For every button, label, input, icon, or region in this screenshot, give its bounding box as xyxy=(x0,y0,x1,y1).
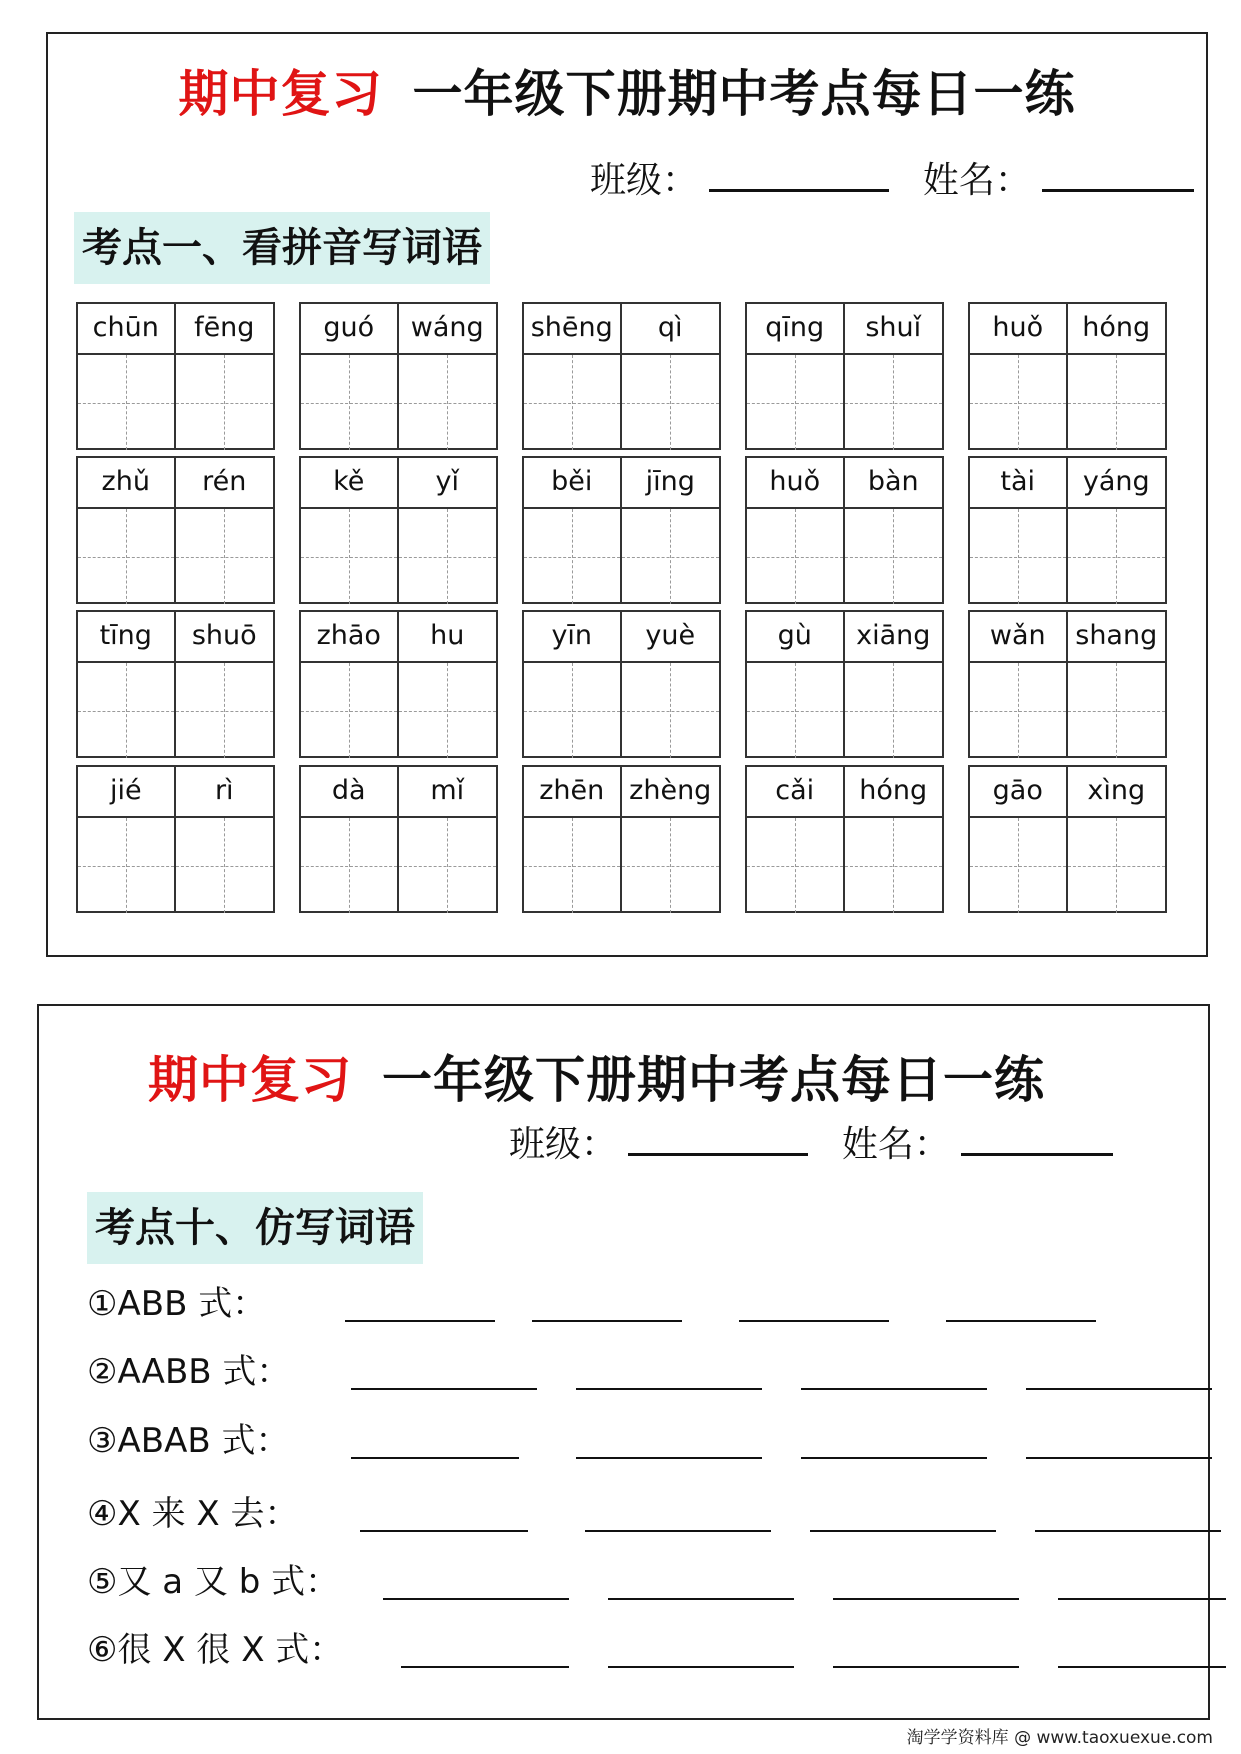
pinyin-label: shēng xyxy=(524,304,622,355)
word-cell xyxy=(76,302,275,450)
answer-blank[interactable] xyxy=(351,1388,537,1390)
character-writing-box[interactable] xyxy=(524,509,622,604)
answer-blank[interactable] xyxy=(1035,1530,1221,1532)
pinyin-label: hu xyxy=(399,612,497,663)
exercise-label: ⑤又 a 又 b 式： xyxy=(87,1562,340,1602)
exercise-label: ⑥很 X 很 X 式： xyxy=(87,1630,344,1670)
pinyin-label: zhēn xyxy=(524,767,622,818)
answer-blank[interactable] xyxy=(810,1530,996,1532)
name-label: 姓名： xyxy=(922,160,1031,201)
exercise-row xyxy=(87,1620,1197,1680)
character-writing-box[interactable] xyxy=(78,355,176,450)
name-field[interactable] xyxy=(961,1123,1113,1156)
character-writing-box[interactable] xyxy=(399,818,497,913)
answer-blank[interactable] xyxy=(608,1666,794,1668)
character-writing-box[interactable] xyxy=(622,509,720,604)
worksheet-imitation xyxy=(37,1004,1210,1720)
character-writing-box[interactable] xyxy=(301,509,399,604)
class-field[interactable] xyxy=(709,159,889,192)
answer-blank[interactable] xyxy=(576,1388,762,1390)
pinyin-label: rì xyxy=(176,767,274,818)
character-writing-box[interactable] xyxy=(1068,818,1166,913)
word-cell xyxy=(299,456,498,604)
class-label: 班级： xyxy=(590,160,699,201)
answer-blank[interactable] xyxy=(1026,1457,1212,1459)
answer-blank[interactable] xyxy=(576,1457,762,1459)
word-cell xyxy=(745,302,944,450)
character-writing-box[interactable] xyxy=(301,663,399,758)
name-label: 姓名： xyxy=(841,1124,950,1165)
class-label: 班级： xyxy=(509,1124,618,1165)
pinyin-label: yáng xyxy=(1068,458,1166,509)
name-field[interactable] xyxy=(1042,159,1194,192)
pinyin-label: chūn xyxy=(78,304,176,355)
word-cell xyxy=(968,456,1167,604)
character-writing-box[interactable] xyxy=(176,663,274,758)
character-writing-box[interactable] xyxy=(524,663,622,758)
word-cell xyxy=(968,302,1167,450)
character-writing-box[interactable] xyxy=(845,509,943,604)
character-writing-box[interactable] xyxy=(970,355,1068,450)
pinyin-label: shuō xyxy=(176,612,274,663)
pinyin-label: xìng xyxy=(1068,767,1166,818)
pinyin-label: dà xyxy=(301,767,399,818)
character-writing-box[interactable] xyxy=(622,355,720,450)
exercise-label: ②AABB 式： xyxy=(87,1352,291,1392)
student-info xyxy=(509,1116,1113,1167)
pinyin-label: gāo xyxy=(970,767,1068,818)
pinyin-label: huǒ xyxy=(747,458,845,509)
pinyin-label: tīng xyxy=(78,612,176,663)
pinyin-label: guó xyxy=(301,304,399,355)
character-writing-box[interactable] xyxy=(970,818,1068,913)
word-cell xyxy=(76,610,275,758)
answer-blank[interactable] xyxy=(946,1320,1096,1322)
worksheet-title xyxy=(48,54,1206,126)
title-red-part: 期中复习 xyxy=(178,65,383,123)
word-cell xyxy=(522,765,721,913)
character-writing-box[interactable] xyxy=(176,818,274,913)
answer-blank[interactable] xyxy=(801,1457,987,1459)
word-cell xyxy=(522,456,721,604)
character-writing-box[interactable] xyxy=(78,818,176,913)
answer-blank[interactable] xyxy=(739,1320,889,1322)
section-heading: 考点一、看拼音写词语 xyxy=(74,212,490,284)
word-cell xyxy=(745,610,944,758)
pinyin-label: zhèng xyxy=(622,767,720,818)
word-cell xyxy=(745,765,944,913)
answer-blank[interactable] xyxy=(1058,1666,1226,1668)
character-writing-box[interactable] xyxy=(399,509,497,604)
pinyin-label: cǎi xyxy=(747,767,845,818)
character-writing-box[interactable] xyxy=(1068,355,1166,450)
pinyin-label: wǎn xyxy=(970,612,1068,663)
word-cell xyxy=(76,765,275,913)
pinyin-label: kě xyxy=(301,458,399,509)
pinyin-label: mǐ xyxy=(399,767,497,818)
character-writing-box[interactable] xyxy=(845,355,943,450)
exercise-label: ③ABAB 式： xyxy=(87,1421,290,1461)
character-writing-box[interactable] xyxy=(622,818,720,913)
title-main-part: 一年级下册期中考点每日一练 xyxy=(412,65,1076,123)
answer-blank[interactable] xyxy=(351,1457,519,1459)
pinyin-label: wáng xyxy=(399,304,497,355)
title-red-part: 期中复习 xyxy=(148,1051,352,1109)
character-writing-box[interactable] xyxy=(970,509,1068,604)
character-writing-box[interactable] xyxy=(78,509,176,604)
pinyin-label: zhāo xyxy=(301,612,399,663)
pinyin-label: běi xyxy=(524,458,622,509)
pinyin-label: yuè xyxy=(622,612,720,663)
pinyin-label: zhǔ xyxy=(78,458,176,509)
word-cell xyxy=(299,610,498,758)
character-writing-box[interactable] xyxy=(301,818,399,913)
title-main-part: 一年级下册期中考点每日一练 xyxy=(382,1051,1045,1109)
pinyin-label: tài xyxy=(970,458,1068,509)
character-writing-box[interactable] xyxy=(622,663,720,758)
answer-blank[interactable] xyxy=(585,1530,771,1532)
answer-blank[interactable] xyxy=(345,1320,495,1322)
character-writing-box[interactable] xyxy=(747,818,845,913)
pinyin-label: jié xyxy=(78,767,176,818)
character-writing-box[interactable] xyxy=(399,355,497,450)
character-writing-box[interactable] xyxy=(399,663,497,758)
character-writing-box[interactable] xyxy=(176,509,274,604)
character-writing-box[interactable] xyxy=(78,663,176,758)
character-writing-box[interactable] xyxy=(1068,663,1166,758)
pinyin-label: huǒ xyxy=(970,304,1068,355)
pinyin-label: shuǐ xyxy=(845,304,943,355)
character-writing-box[interactable] xyxy=(747,355,845,450)
footer-watermark: 淘学学资料库 @ www.taoxuexue.com xyxy=(906,1728,1213,1748)
answer-blank[interactable] xyxy=(360,1530,528,1532)
exercise-row xyxy=(87,1411,1197,1471)
pinyin-label: yīn xyxy=(524,612,622,663)
character-writing-box[interactable] xyxy=(970,663,1068,758)
character-writing-box[interactable] xyxy=(176,355,274,450)
answer-blank[interactable] xyxy=(401,1666,569,1668)
worksheet-pinyin xyxy=(46,32,1208,957)
pinyin-label: yǐ xyxy=(399,458,497,509)
pinyin-label: hóng xyxy=(1068,304,1166,355)
pinyin-grid xyxy=(76,302,1186,932)
pinyin-label: fēng xyxy=(176,304,274,355)
character-writing-box[interactable] xyxy=(845,663,943,758)
answer-blank[interactable] xyxy=(1058,1598,1226,1600)
word-cell xyxy=(745,456,944,604)
exercise-row xyxy=(87,1484,1197,1544)
pinyin-label: qì xyxy=(622,304,720,355)
word-cell xyxy=(522,610,721,758)
exercise-label: ④X 来 X 去： xyxy=(87,1494,299,1534)
exercise-label: ①ABB 式： xyxy=(87,1284,267,1324)
answer-blank[interactable] xyxy=(1026,1388,1212,1390)
pinyin-label: rén xyxy=(176,458,274,509)
pinyin-label: hóng xyxy=(845,767,943,818)
section-heading: 考点十、仿写词语 xyxy=(87,1192,423,1264)
answer-blank[interactable] xyxy=(833,1666,1019,1668)
word-cell xyxy=(299,302,498,450)
exercise-row xyxy=(87,1274,1197,1334)
character-writing-box[interactable] xyxy=(524,355,622,450)
pinyin-label: xiāng xyxy=(845,612,943,663)
answer-blank[interactable] xyxy=(833,1598,1019,1600)
word-cell xyxy=(968,765,1167,913)
character-writing-box[interactable] xyxy=(524,818,622,913)
character-writing-box[interactable] xyxy=(845,818,943,913)
answer-blank[interactable] xyxy=(383,1598,569,1600)
exercise-row xyxy=(87,1342,1197,1402)
answer-blank[interactable] xyxy=(532,1320,682,1322)
answer-blank[interactable] xyxy=(608,1598,794,1600)
word-cell xyxy=(299,765,498,913)
answer-blank[interactable] xyxy=(801,1388,987,1390)
worksheet-title xyxy=(12,1040,1181,1112)
word-cell xyxy=(522,302,721,450)
student-info xyxy=(590,152,1194,203)
pinyin-label: qīng xyxy=(747,304,845,355)
character-writing-box[interactable] xyxy=(747,509,845,604)
class-field[interactable] xyxy=(628,1123,808,1156)
exercise-row xyxy=(87,1552,1197,1612)
pinyin-label: jīng xyxy=(622,458,720,509)
pinyin-label: gù xyxy=(747,612,845,663)
character-writing-box[interactable] xyxy=(1068,509,1166,604)
pinyin-label: shang xyxy=(1068,612,1166,663)
word-cell xyxy=(968,610,1167,758)
pinyin-label: bàn xyxy=(845,458,943,509)
character-writing-box[interactable] xyxy=(301,355,399,450)
word-cell xyxy=(76,456,275,604)
character-writing-box[interactable] xyxy=(747,663,845,758)
